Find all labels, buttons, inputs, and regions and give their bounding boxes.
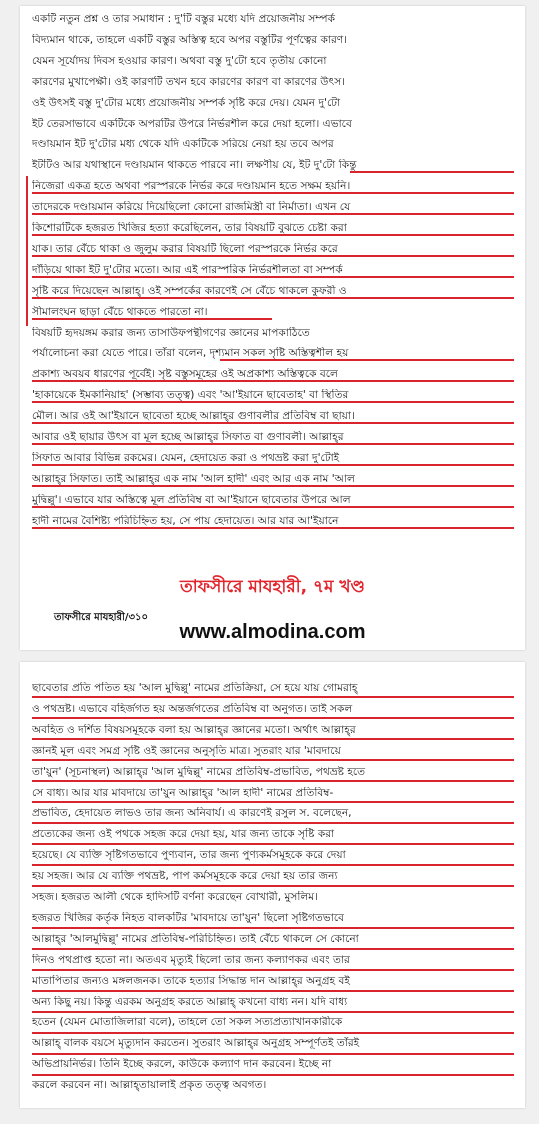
red-underline-mark <box>32 759 514 761</box>
red-underline-mark <box>32 843 514 845</box>
text-line: আবার ওই ছায়ার উৎস বা মূল হচ্ছে আল্লাহ্‌র সিফাত বা গুণাবলী। আল্লাহ্‌র <box>32 431 344 443</box>
red-underline-mark <box>32 401 514 403</box>
red-underline-mark <box>32 464 514 466</box>
text-line: প্রকাশ্য অবয়ব ধারণের পূর্বেই। সৃষ্ট বস্তুসমূহের ওই অপ্রকাশ্য অস্তিত্বকে বলে <box>32 368 338 381</box>
red-underline-mark <box>32 506 514 508</box>
text-line: আল্লাহ্ বালক বয়সে মৃত্যুদান করতেন। সুতরাং আল্লাহ্‌র অনুগ্রহ সম্পূর্ণতই তাঁরই <box>32 1037 360 1050</box>
red-underline-mark <box>32 738 514 740</box>
text-line: বিদ্যমান থাকে, তাহলে একটি বস্তুর অস্তিত্ব হবে অপর বস্তুটির পূর্ণত্বের কারণ। <box>32 33 347 46</box>
top-book-page <box>20 6 525 650</box>
text-line: যেমন সূর্যোদয় দিবস হওয়ার কারণ। অথবা বস্তু দু'টো হবে তৃতীয় কোনো <box>32 54 327 67</box>
red-underline-mark <box>32 1053 514 1055</box>
text-line: 'হাকায়েকে ইমকানিয়াহ' (সম্ভাব্য তত্ত্ব) এবং 'আ'ইয়ানে ছাবেতাহ' বা স্থিতির <box>32 389 349 402</box>
text-line: সহজ। হজরত আলী থেকে হাদিসটি বর্ণনা করেছেন বোখারী, মুসলিম। <box>32 891 318 903</box>
text-line: অবহিত ও দর্শিত বিষয়সমূহকে বলা হয় আল্লাহ্‌র জ্ঞানের মতো। অর্থাৎ আল্লাহ্‌র <box>32 723 356 736</box>
red-underline-mark <box>32 192 514 194</box>
text-line: আল্লাহ্‌র 'আলমুদ্বিল্লু' নামের প্রতিবিম্ব-পরিচিহ্নিত। তাই বেঁচে থাকলে সে কোনো <box>32 932 359 945</box>
text-line: কারণের মুখাপেক্ষী। ওই কারণটি তখন হবে কারণের কারণ বা কারণের উৎস। <box>32 75 345 88</box>
red-underline-mark <box>32 234 514 236</box>
text-line: ইটটিও আর যথাস্থানে দণ্ডায়মান থাকতে পারবে না। লক্ষণীয় যে, ইট দু'টো কিন্তু <box>32 159 357 172</box>
red-underline-mark <box>32 485 514 487</box>
text-line: জ্ঞানই মূল এবং সমগ্র সৃষ্টি ওই জ্ঞানের অনুসৃতি মাত্র। সুতরাং যার 'মাবদায়ে <box>32 744 341 757</box>
red-underline-mark <box>32 276 514 278</box>
text-line: তা'য়ুন' (সূচনাস্থল) আল্লাহ্‌র 'আল মুদ্বিল্লু' নামের প্রতিবিম্ব-প্রভাবিত, পথভ্রষ্ট হতে <box>32 765 366 778</box>
bottom-book-page <box>20 662 525 1108</box>
red-underline-mark <box>32 422 514 424</box>
red-underline-mark <box>32 527 514 529</box>
text-line: অন্য কিছু নয়। কিন্তু এরকম অনুগ্রহ করতে আল্লাহ্ কখনো বাধ্য নন। যদি বাধ্য <box>32 995 348 1008</box>
source-title: তাফসীরে মাযহারী, ৭ম খণ্ড <box>180 577 365 597</box>
text-line: মৌল। আর ওই আ'ইয়ানে ছাবেতা হচ্ছে আল্লাহ্‌র গুণাবলীর প্রতিবিম্ব বা ছায়া। <box>32 410 355 423</box>
red-underline-mark <box>32 213 514 215</box>
margin-mark <box>26 176 28 326</box>
red-underline-mark <box>32 297 514 299</box>
red-underline-mark <box>32 696 514 698</box>
page-reference: তাফসীরে মাযহারী/৩১০ <box>54 612 149 623</box>
text-line: অভিপ্রায়নির্ভর। তিনি ইচ্ছে করলে, কাউকে কল্যাণ দান করবেন। ইচ্ছে না <box>32 1058 332 1071</box>
red-underline-mark <box>32 948 514 950</box>
text-line: সে বাধ্য। আর যার মাবদায়ে তা'য়ুন আল্লাহ্‌র 'আল হাদী' নামের প্রতিবিম্ব- <box>32 786 334 799</box>
red-underline-mark <box>32 927 514 929</box>
text-line: ওই উৎসই বস্তু দু'টোর মধ্যে প্রয়োজনীয় সম্পর্ক সৃষ্টি করে দেয়। যেমন দু'টো <box>32 96 341 109</box>
red-underline-mark <box>32 443 514 445</box>
text-line: মুদ্বিল্লু'। এভাবে যার অস্তিত্বে মূল প্রতিবিম্ব বা আ'ইয়ানে ছাবেতার উপরে আল <box>32 493 351 506</box>
text-line: ছাবেতার প্রতি পতিত হয় 'আল মুদ্বিল্লু' নামের প্রতিক্রিয়া, সে হয়ে যায় গোমরাহ্ <box>32 682 358 694</box>
text-line: নিজেরা একত্র হতে অথবা পরস্পরকে নির্ভর করে দণ্ডায়মান হতে সক্ষম হয়নি। <box>32 180 351 193</box>
text-line: তাদেরকে দণ্ডায়মান করিয়ে দিয়েছিলো কোনো রাজমিস্ত্রী বা নির্মাতা। এখন যে <box>32 201 351 214</box>
red-underline-mark <box>32 1074 514 1076</box>
red-underline-mark <box>32 255 514 257</box>
red-underline-mark <box>220 359 514 361</box>
website-watermark: www.almodina.com <box>179 621 366 643</box>
text-line: সৃষ্টি করে দিয়েছেন আল্লাহ্। ওই সম্পর্কের কারণেই সে বেঁচে থাকলে কুফরী ও <box>32 284 347 297</box>
text-line: করলে করবেন না। আল্লাহ্‌তায়ালাই প্রকৃত তত্ত্ব অবগত। <box>32 1079 267 1092</box>
text-line: হতেন (যেমন মোতাজিলারা বলে), তাহলে তো সকল সত্যপ্রত্যাখানকারীকে <box>32 1016 343 1029</box>
text-line: কিশোরটিকে হজরত খিজির হত্যা করেছিলেন, তার বিষয়টি বুঝতে চেষ্টা করা <box>32 222 347 234</box>
red-underline-mark <box>32 990 514 992</box>
red-underline-mark <box>32 969 514 971</box>
text-line: সীমালংঘন ছাড়া বেঁচে থাকতে পারতো না। <box>32 305 208 318</box>
text-line: প্রভাবিত, হেদায়েত লাভও তার জন্য অনিবার্য। এ কারণেই রসুল স. বলেছেন, <box>32 807 352 820</box>
text-line: একটি নতুন প্রশ্ন ও তার সমাধান : দু'টি বস্তুর মধ্যে যদি প্রয়োজনীয় সম্পর্ক <box>32 13 336 25</box>
red-underline-mark <box>32 717 514 719</box>
text-line: প্রত্যেকের জন্য ওই পথকে সহজ করে দেয়া হয়, যার জন্য তাকে সৃষ্টি করা <box>32 828 335 841</box>
red-underline-mark <box>32 1011 514 1013</box>
text-line: দিনও পথপ্রাপ্ত হতো না। অতএব মৃত্যুই ছিলো তার জন্য কল্যাণকর এবং তার <box>32 953 350 966</box>
text-line: মাতাপিতার জন্যও মঙ্গলজনক। তাকে হত্যার সিদ্ধান্ত দান আল্লাহ্‌র অনুগ্রহ বই <box>32 974 350 987</box>
red-underline-mark <box>32 864 514 866</box>
text-line: বিষয়টি হৃদয়ঙ্গম করার জন্য তাসাউফপন্থীগণের জ্ঞানের মাপকাঠিতে <box>32 326 310 339</box>
text-line: যাক। তার বেঁচে থাকা ও জুলুম করার বিষয়টি ছিলো পরস্পরকে নির্ভর করে <box>32 242 338 255</box>
text-line: ও পথভ্রষ্ট। এভাবে বহির্জগত হয় অন্তর্জগতের প্রতিবিম্ব বা অনুগত। তাই সকল <box>32 702 353 715</box>
red-underline-mark <box>32 380 514 382</box>
red-underline-mark <box>350 171 514 173</box>
red-underline-mark <box>32 318 272 320</box>
text-line: আল্লাহ্‌র সিফাত। তাই আল্লাহ্‌র এক নাম 'আল হাদী' এবং আর এক নাম 'আল <box>32 472 355 485</box>
red-underline-mark <box>32 822 514 824</box>
text-line: দাঁড়িয়ে থাকা ইট দু'টোর মতো। আর এই পারস্পরিক নির্ভরশীলতা বা সম্পর্ক <box>32 263 343 276</box>
text-line: পর্যালোচনা করা যেতে পারে। তাঁরা বলেন, দৃশ্যমান সকল সৃষ্টি অস্তিত্বশীল হয় <box>32 347 349 360</box>
red-underline-mark <box>32 1032 514 1034</box>
text-line: হয় সহজ। আর যে ব্যক্তি পথভ্রষ্ট, পাপ কর্মসমূহকে করে দেয়া হয় তার জন্য <box>32 870 338 883</box>
text-line: হাদী নামের বৈশিষ্ট্য পরিচিহ্নিত হয়, সে পায় হেদায়েত। আর যার আ'ইয়ানে <box>32 514 339 527</box>
text-line: হজরত খিজির কর্তৃক নিহত বালকটির 'মাবদায়ে তা'য়ুন' ছিলো সৃষ্টিগতভাবে <box>32 911 344 924</box>
red-underline-mark <box>32 885 514 887</box>
text-line: হয়েছে। যে ব্যক্তি সৃষ্টিগতভাবে পুণ্যবান, তার জন্য পুণ্যকর্মসমূহকে করে দেয়া <box>32 849 346 862</box>
text-line: দণ্ডায়মান ইট দু'টোর মধ্য থেকে যদি একটিকে সরিয়ে নেয়া হয় তবে অপর <box>32 138 334 151</box>
red-underline-mark <box>32 780 514 782</box>
red-underline-mark <box>32 801 514 803</box>
text-line: সিফাত আবার বিভিন্ন রকমের। যেমন, হেদায়েত করা ও পথভ্রষ্ট করা দু'টোই <box>32 451 340 464</box>
text-line: ইট তেরসাভাবে একটিকে অপরটির উপরে নির্ভরশীল করে দেয়া হলো। এভাবে <box>32 117 352 130</box>
